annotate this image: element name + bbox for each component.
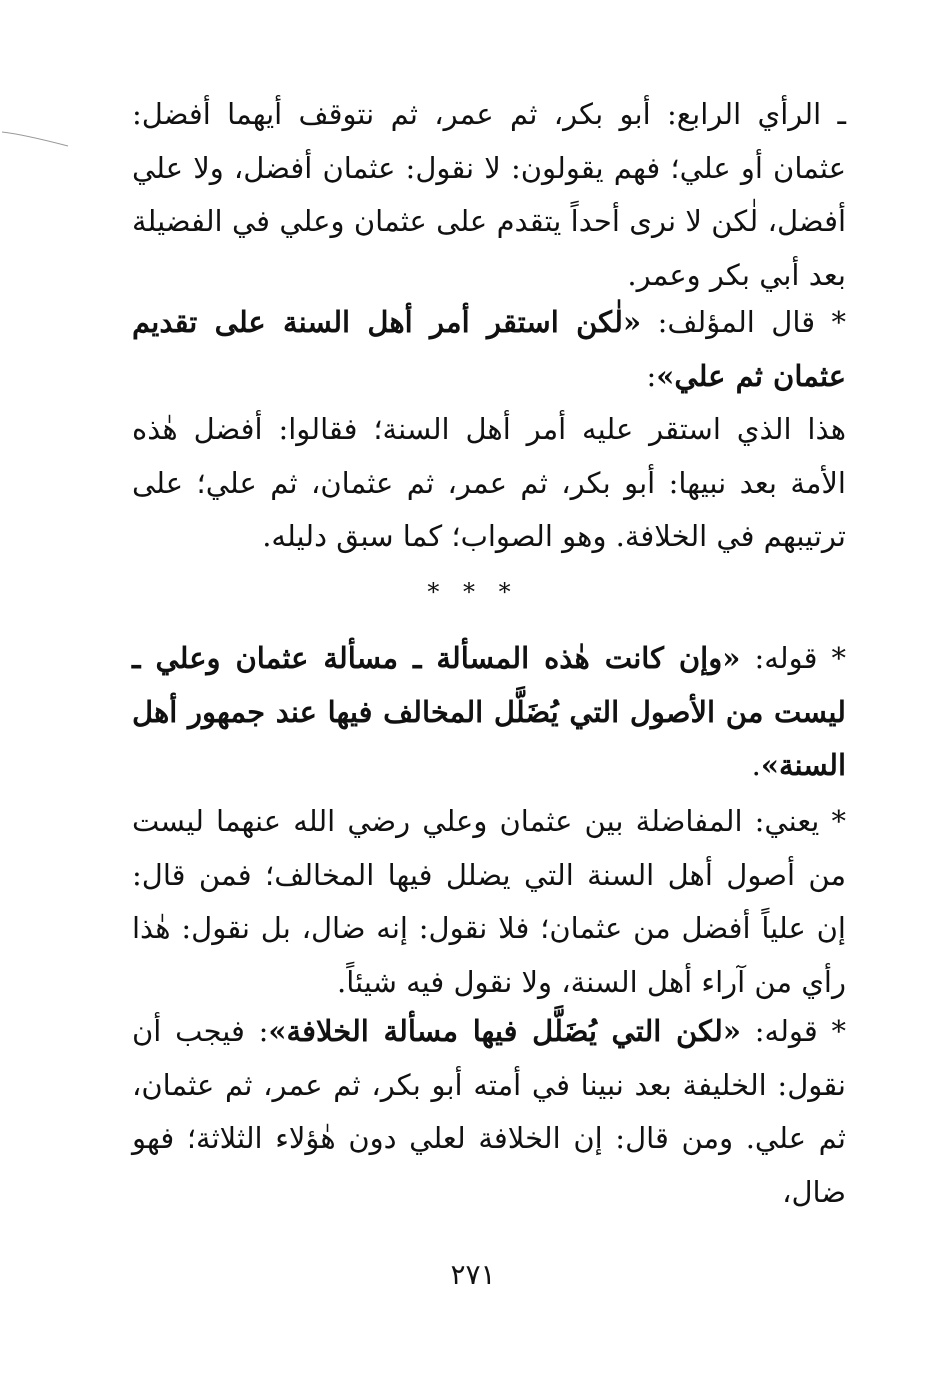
paragraph-meaning xyxy=(132,795,846,1009)
trailing-punctuation: . xyxy=(751,748,761,782)
lead-in: * قوله: xyxy=(754,1014,847,1048)
bold-quote: «وإن كانت هٰذه المسألة ـ مسألة عثمان وعلي ـ ليست من الأصول التي يُضَلَّل المخالف فيها عند جمهور أهل السنة» xyxy=(132,641,846,782)
section-separator: * * * xyxy=(427,578,519,606)
paragraph-explanation xyxy=(132,403,846,564)
paragraph-rest: : فيجب أن نقول: الخليفة بعد نبينا في أمته أبو بكر، ثم عمر، ثم عثمان، ثم علي. ومن قال: إن الخلافة لعلي دون هٰؤلاء الثلاثة؛ فهو ضال، xyxy=(132,1014,846,1209)
paragraph-text: هذا الذي استقر عليه أمر أهل السنة؛ فقالوا: أفضل هٰذه الأمة بعد نبيها: أبو بكر، ثم عمر، ثم عثمان، ثم علي؛ على ترتيبهم في الخلافة. وهو الصواب؛ كما سبق دليله. xyxy=(132,412,846,553)
paragraph-text: ـ الرأي الرابع: أبو بكر، ثم عمر، ثم نتوقف أيهما أفضل: عثمان أو علي؛ فهم يقولون: لا نقول: عثمان أفضل، ولا علي أفضل، لٰكن لا نرى أحداً يتقدم على عثمان وعلي في الفضيلة بعد أبي بكر وعمر. xyxy=(132,97,846,292)
bold-quote: «لٰكن استقر أمر أهل السنة على تقديم عثمان ثم علي» xyxy=(132,305,846,393)
paragraph-line xyxy=(132,1005,846,1219)
paragraph-text: * يعني: المفاضلة بين عثمان وعلي رضي الله عنهما ليست من أصول أهل السنة التي يضلل فيها المخالف؛ فمن قال: إن علياً أفضل من عثمان؛ فلا نقول: إنه ضال، بل نقول: هٰذا رأي من آراء أهل السنة، ولا نقول فيه شيئاً. xyxy=(132,804,846,999)
bold-quote: «لكن التي يُضَلَّل فيها مسألة الخلافة» xyxy=(268,1014,742,1048)
paragraph-author-said xyxy=(132,296,846,403)
lead-in: * قوله: xyxy=(754,641,847,675)
paragraph-line xyxy=(132,632,846,793)
paragraph-fourth-opinion xyxy=(132,88,846,302)
page-number: ٢٧١ xyxy=(450,1258,496,1291)
margin-scan-mark xyxy=(0,128,70,148)
lead-in: * قال المؤلف: xyxy=(657,305,846,339)
paragraph-line xyxy=(132,296,846,403)
paragraph-his-saying-1 xyxy=(132,632,846,793)
paragraph-his-saying-2 xyxy=(132,1005,846,1219)
trailing-punctuation: : xyxy=(646,358,657,393)
